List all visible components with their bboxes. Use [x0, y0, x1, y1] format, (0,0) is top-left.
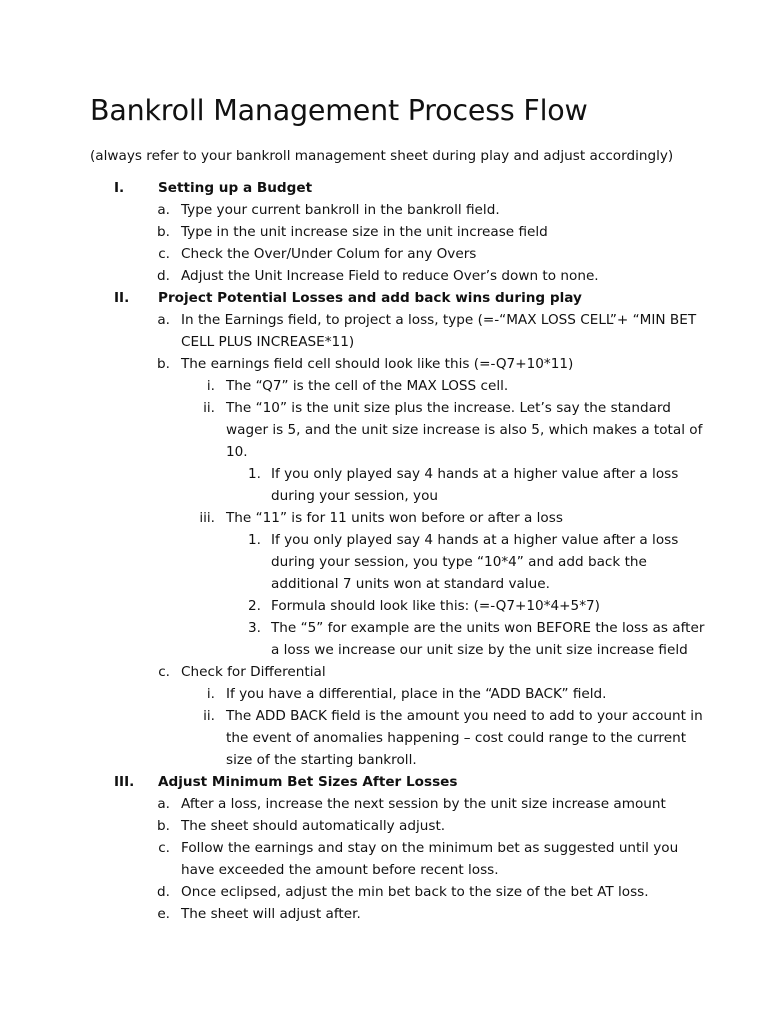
document-title: Bankroll Management Process Flow	[90, 94, 588, 127]
list-marker: c.	[158, 664, 170, 680]
outline-item-level-2	[0, 793, 768, 815]
outline-item-level-2	[0, 881, 768, 903]
list-item-text: additional 7 units won at standard value.	[271, 576, 550, 592]
outline-item-level-2	[0, 815, 768, 837]
list-item-text: If you have a differential, place in the “ADD BACK” field.	[226, 686, 607, 702]
outline-item-level-3	[0, 749, 768, 771]
list-item-text: The earnings field cell should look like this (=-Q7+10*11)	[181, 356, 574, 372]
list-marker: i.	[206, 378, 215, 394]
list-marker: c.	[158, 246, 170, 262]
list-item-text: wager is 5, and the unit size increase is also 5, which makes a total of	[226, 422, 703, 438]
list-marker: 3.	[248, 620, 261, 636]
outline-item-level-2	[0, 331, 768, 353]
list-item-text: The “Q7” is the cell of the MAX LOSS cell.	[226, 378, 509, 394]
list-item-text: Type in the unit increase size in the unit increase field	[181, 224, 548, 240]
list-marker: i.	[206, 686, 215, 702]
list-item-text: After a loss, increase the next session by the unit size increase amount	[181, 796, 666, 812]
outline-item-level-3	[0, 375, 768, 397]
outline-item-level-4	[0, 617, 768, 639]
list-item-text: The “11” is for 11 units won before or after a loss	[226, 510, 563, 526]
list-marker: I.	[114, 180, 125, 196]
list-marker: 1.	[248, 532, 261, 548]
section-heading: Adjust Minimum Bet Sizes After Losses	[158, 774, 458, 790]
list-item-text: CELL PLUS INCREASE*11)	[181, 334, 355, 350]
list-marker: 2.	[248, 598, 261, 614]
outline-item-level-3	[0, 397, 768, 419]
list-marker: b.	[157, 818, 170, 834]
list-marker: a.	[157, 796, 170, 812]
outline-list	[0, 177, 768, 925]
list-item-text: If you only played say 4 hands at a higher value after a loss	[271, 532, 679, 548]
outline-item-level-2	[0, 903, 768, 925]
outline-item-level-2	[0, 309, 768, 331]
list-item-text: Formula should look like this: (=-Q7+10*4+5*7)	[271, 598, 600, 614]
list-marker: iii.	[199, 510, 215, 526]
list-item-text: during your session, you type “10*4” and add back the	[271, 554, 647, 570]
list-marker: e.	[157, 906, 170, 922]
list-item-text: If you only played say 4 hands at a higher value after a loss	[271, 466, 679, 482]
outline-item-level-2	[0, 837, 768, 859]
outline-item-level-3	[0, 705, 768, 727]
list-item-text: have exceeded the amount before recent loss.	[181, 862, 499, 878]
list-item-text: The sheet should automatically adjust.	[181, 818, 446, 834]
outline-item-level-4	[0, 529, 768, 551]
outline-item-level-4	[0, 595, 768, 617]
list-item-text: a loss we increase our unit size by the unit size increase field	[271, 642, 688, 658]
list-item-text: In the Earnings field, to project a loss, type (=-“MAX LOSS CELL”+ “MIN BET	[181, 312, 697, 328]
list-item-text: the event of anomalies happening – cost could range to the current	[226, 730, 687, 746]
outline-item-level-4	[0, 573, 768, 595]
outline-item-level-2	[0, 661, 768, 683]
outline-item-level-2	[0, 199, 768, 221]
section-heading: Project Potential Losses and add back wins during play	[158, 290, 582, 306]
list-item-text: during your session, you	[271, 488, 439, 504]
list-marker: ii.	[203, 400, 215, 416]
list-item-text: The sheet will adjust after.	[181, 906, 361, 922]
section-heading: Setting up a Budget	[158, 180, 313, 196]
list-item-text: 10.	[226, 444, 248, 460]
list-marker: 1.	[248, 466, 261, 482]
list-marker: d.	[157, 884, 170, 900]
list-marker: II.	[114, 290, 130, 306]
list-item-text: The “10” is the unit size plus the increase. Let’s say the standard	[226, 400, 671, 416]
list-marker: ii.	[203, 708, 215, 724]
outline-item-level-1	[0, 287, 768, 309]
outline-item-level-4	[0, 551, 768, 573]
list-item-text: Check for Differential	[181, 664, 326, 680]
list-marker: b.	[157, 224, 170, 240]
outline-item-level-2	[0, 221, 768, 243]
outline-item-level-2	[0, 243, 768, 265]
list-item-text: Follow the earnings and stay on the minimum bet as suggested until you	[181, 840, 679, 856]
outline-item-level-2	[0, 859, 768, 881]
outline-item-level-2	[0, 265, 768, 287]
list-marker: c.	[158, 840, 170, 856]
list-marker: a.	[157, 202, 170, 218]
outline-item-level-4	[0, 639, 768, 661]
outline-item-level-3	[0, 419, 768, 441]
list-marker: a.	[157, 312, 170, 328]
outline-item-level-1	[0, 771, 768, 793]
list-marker: b.	[157, 356, 170, 372]
outline-item-level-3	[0, 683, 768, 705]
list-item-text: Adjust the Unit Increase Field to reduce Over’s down to none.	[181, 268, 599, 284]
list-item-text: Check the Over/Under Colum for any Overs	[181, 246, 477, 262]
outline-item-level-3	[0, 727, 768, 749]
list-item-text: Once eclipsed, adjust the min bet back to the size of the bet AT loss.	[181, 884, 649, 900]
outline-item-level-1	[0, 177, 768, 199]
outline-item-level-3	[0, 507, 768, 529]
outline-item-level-4	[0, 463, 768, 485]
outline-item-level-3	[0, 441, 768, 463]
list-item-text: The “5” for example are the units won BEFORE the loss as after	[271, 620, 705, 636]
outline-item-level-2	[0, 353, 768, 375]
list-marker: III.	[114, 774, 135, 790]
list-item-text: size of the starting bankroll.	[226, 752, 417, 768]
list-item-text: Type your current bankroll in the bankroll field.	[181, 202, 500, 218]
list-item-text: The ADD BACK field is the amount you need to add to your account in	[226, 708, 703, 724]
outline-item-level-4	[0, 485, 768, 507]
list-marker: d.	[157, 268, 170, 284]
intro-paragraph: (always refer to your bankroll management sheet during play and adjust accordingly)	[90, 148, 674, 164]
